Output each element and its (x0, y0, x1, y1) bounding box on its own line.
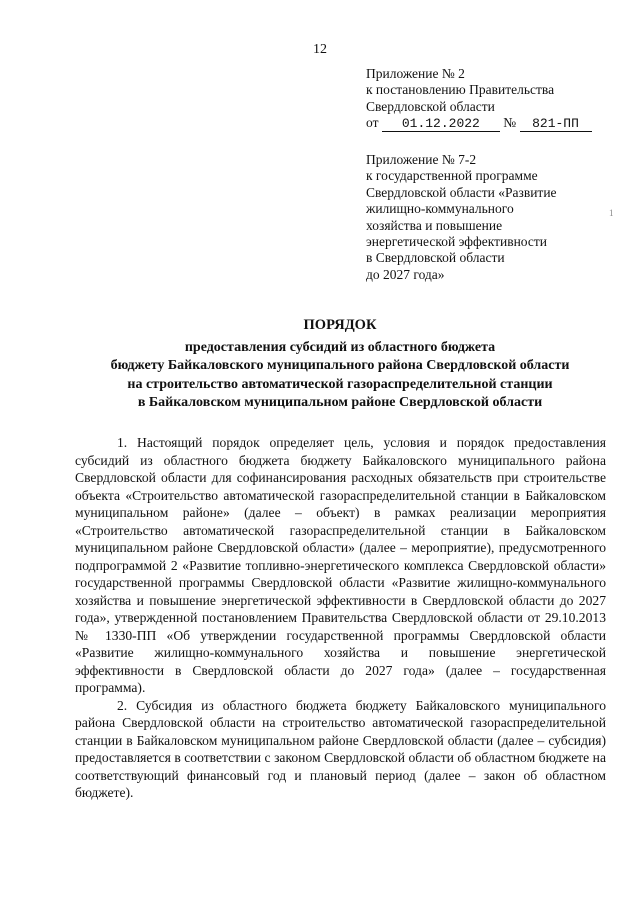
title-line: предоставления субсидий из областного бюджета (184, 339, 496, 355)
appendix-2-line: хозяйства и повышение (366, 217, 503, 233)
appendix-2-line: Приложение № 7-2 (366, 152, 477, 167)
document-title (60, 316, 620, 413)
paragraph-2: 2. Субсидия из областного бюджета бюджету Байкаловского муниципального района Свердловской области на строительство автоматической газораспределительной станции в Байкаловском муниципальном районе Свердловской области (далее – субсидия) предоставляется в соответствии с законом Свердловской области об областном бюджете на соответствующий финансовый год и плановый период (далее – закон об областном бюджете). (75, 697, 606, 800)
appendix-1-line: к постановлению Правительства (366, 82, 555, 98)
body-text (75, 434, 606, 802)
appendix-2-line: энергетической эффективности (366, 234, 547, 250)
registration-line (366, 115, 606, 132)
appendix-2-line: до 2027 года» (366, 266, 445, 282)
title-line: бюджету Байкаловского муниципального района Свердловской области (110, 358, 570, 373)
appendix-2-line: в Свердловской области (366, 250, 505, 266)
appendix-2-line: Свердловской области «Развитие (366, 184, 557, 200)
date-prefix: от (366, 115, 379, 131)
margin-mark: 1 (609, 208, 614, 218)
registration-number: 821-ПП (520, 117, 592, 132)
title-main: ПОРЯДОК (303, 317, 377, 333)
registration-date: 01.12.2022 (382, 117, 500, 132)
paragraph-1: 1. Настоящий порядок определяет цель, условия и порядок предоставления субсидий из областного бюджета бюджету Байкаловского муниципального района Свердловской области для софинансирования расходных обязательств при строительстве объекта «Строительство автоматической газораспределительной станции в Байкаловском муниципальном районе» (далее – объект) в рамках реализации мероприятия «Строительство автоматической газораспределительной станции в Байкаловском муниципальном районе Свердловской области» (далее – мероприятие), предусмотренного подпрограммой 2 «Развитие топливно-энергетического комплекса Свердловской области» государственной программы Свердловской области «Развитие жилищно-коммунального хозяйства и повышение энергетической эффективности в Свердловской области до 2027 года», утвержденной постановлением Правительства Свердловской области от 29.10.2013 № 1330-ПП «Об утверждении государственной программы Свердловской области «Развитие жилищно-коммунального хозяйства и повышение энергетической эффективности в Свердловской области до 2027 года» (далее – государственная программа). (75, 435, 606, 695)
appendix-1-line: Свердловской области (366, 98, 495, 114)
page-number: 12 (313, 42, 327, 57)
appendix-1-line: Приложение № 2 (366, 66, 465, 81)
appendix-2-header (366, 152, 611, 283)
appendix-2-line: жилищно-коммунального (366, 201, 514, 217)
title-line: в Байкаловском муниципальном районе Свердловской области (137, 395, 543, 410)
number-prefix: № (503, 115, 517, 131)
title-line: на строительство автоматической газораспределительной станции (127, 376, 553, 392)
appendix-2-line: к государственной программе (366, 168, 538, 184)
appendix-1-header (366, 66, 606, 132)
